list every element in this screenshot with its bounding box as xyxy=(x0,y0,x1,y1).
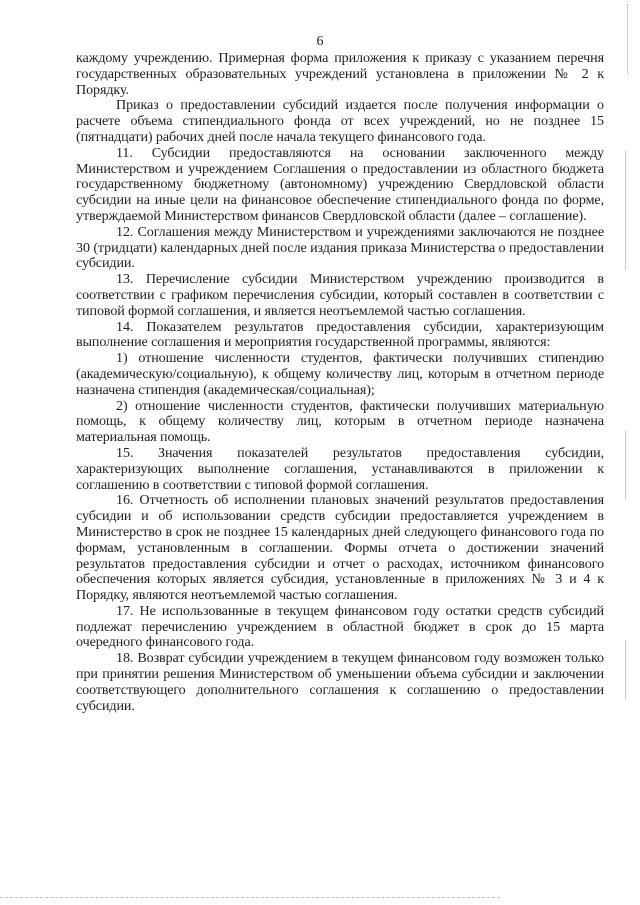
scan-edge-mark xyxy=(625,430,626,500)
document-body xyxy=(76,51,604,714)
paragraph-12: 12. Соглашения между Министерством и учреждениями заключаются не позднее 30 (тридцати) календарных дней после издания приказа Министерства о предоставлении субсидии. xyxy=(76,223,604,272)
paragraph-13: 13. Перечисление субсидии Министерством учреждению производится в соответствии с графиком перечисления субсидии, который составлен в соответствии с типовой формой соглашения, и является неотъемлемой частью соглашения. xyxy=(76,271,604,319)
scan-edge-mark xyxy=(625,150,626,270)
paragraph-17: 17. Не использованные в текущем финансовом году остатки средств субсидий подлежат перечислению учреждением в областной бюджет в срок до 15 марта очередного финансового года. xyxy=(76,602,604,651)
paragraph-14: 14. Показателем результатов предоставления субсидии, характеризующим выполнение соглашения и мероприятия государственной программы, являются: xyxy=(76,318,604,351)
paragraph-16: 16. Отчетность об исполнении плановых значений результатов предоставления субсидии и об использовании средств субсидии предоставляется учреждением в Министерство в срок не позднее 15 календарных дней следующего финансового года по формам, установленным в соглашении. Формы отчета о достижении значений результатов предоставления субсидии и отчет о расходах, источником финансового обеспечения которых является субсидия, установленные в приложениях № 3 и 4 к Порядку, являются неотъемлемой частью соглашения. xyxy=(76,492,604,604)
scan-edge-mark xyxy=(624,4,628,74)
page-number: 6 xyxy=(316,34,324,49)
paragraph-18: 18. Возврат субсидии учреждением в текущем финансовом году возможен только при принятии решения Министерством об уменьшении объема субсидии и заключении соответствующего дополнительного соглашения к соглашению о предоставлении субсидии. xyxy=(76,650,604,714)
paragraph-continuation: каждому учреждению. Примерная форма приложения к приказу с указанием перечня государственных образовательных учреждений установлена в приложении № 2 к Порядку. xyxy=(76,50,604,98)
scan-edge-mark xyxy=(625,640,626,700)
paragraph-14-item-2: 2) отношение численности студентов, фактически получивших материальную помощь, к общему количеству лиц, которым в отчетном периоде назначена материальная помощь. xyxy=(76,397,604,446)
paragraph-11: 11. Субсидии предоставляются на основании заключенного между Министерством и учреждением Соглашения о предоставлении из областного бюджета государственному бюджетному (автономному) учреждению Свердловской области субсидии на иные цели на финансовое обеспечение стипендиального фонда по форме, утверждаемой Министерством финансов Свердловской области (далее – соглашение). xyxy=(76,144,604,224)
paragraph-15: 15. Значения показателей результатов предоставления субсидии, характеризующих выполнение соглашения, устанавливаются в приложении к соглашению в соответствии с типовой формой соглашения. xyxy=(76,444,604,493)
paragraph-14-item-1: 1) отношение численности студентов, фактически получивших стипендию (академическую/социальную), к общему количеству лиц, которым в отчетном периоде назначена стипендия (академическая/социальная); xyxy=(76,350,604,398)
paragraph-order-issuance: Приказ о предоставлении субсидий издается после получения информации о расчете объема стипендиального фонда от всех учреждений, но не позднее 15 (пятнадцати) рабочих дней после начала текущего финансового года. xyxy=(76,97,604,145)
scan-bottom-edge xyxy=(0,897,500,899)
